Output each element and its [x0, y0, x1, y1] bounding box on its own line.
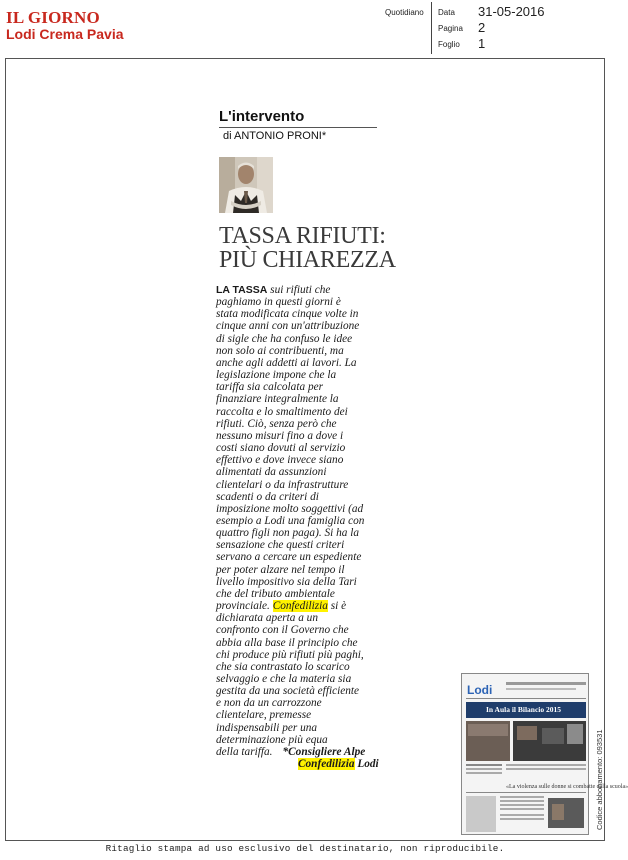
body-line: abbia alla base il principio che: [216, 636, 358, 649]
body-line: di sigle che ha confuso le idee: [216, 332, 353, 345]
body-line: scadenti o da criteri di: [216, 490, 319, 503]
body-line: cinque anni con un'attribuzione: [216, 320, 360, 333]
body-line: finanziare integralmente la: [216, 393, 339, 406]
body-line: servano a cercare un espediente: [216, 551, 362, 564]
thumbnail-layout-image: [462, 674, 590, 836]
body-line: dichiarata aperta a un: [216, 612, 318, 625]
body-line: selvaggio e che la materia sia: [216, 673, 352, 685]
kicker-rule: [219, 127, 377, 128]
thumbnail-subhead: «La violenza sulle donne si combatte dalla scuola»: [506, 784, 628, 790]
body-line: legislazione impone che la: [216, 369, 337, 382]
body-lead: LA TASSA: [216, 284, 268, 296]
signature-line-2: Lodi: [354, 758, 379, 771]
body-line: sui rifiuti che: [267, 284, 331, 296]
body-line: stata modificata cinque volte in: [216, 308, 359, 321]
body-line: della tariffa.: [216, 745, 273, 758]
body-line: effettivo e dove invece siano: [216, 454, 344, 467]
masthead-title: IL GIORNO: [6, 8, 100, 27]
article-byline: di ANTONIO PRONI*: [223, 130, 327, 142]
body-line: confronto con il Governo che: [216, 624, 349, 637]
subscription-code-text: Codice abbonamento: 093531: [595, 729, 604, 830]
body-line: chi produce più rifiuti più paghi,: [216, 648, 364, 661]
masthead-edition: Lodi Crema Pavia: [6, 26, 124, 42]
title-line-1: TASSA RIFIUTI:: [219, 223, 386, 249]
body-line: raccolta e lo smaltimento dei: [216, 405, 348, 418]
title-line-2: PIÙ CHIAREZZA: [219, 247, 396, 273]
body-line: che del tributo ambientale: [216, 587, 335, 600]
sheet-label: Foglio: [438, 40, 460, 49]
footer-notice: Ritaglio stampa ad uso esclusivo del destinatario, non riproducibile.: [105, 843, 505, 854]
body-line: che sia contrastato lo scarico: [216, 660, 350, 673]
body-line: paghiamo in questi giorni è: [216, 296, 341, 309]
author-photo: [219, 157, 273, 213]
body-line: esempio a Lodi una famiglia con: [216, 514, 365, 527]
article-title: [219, 224, 396, 272]
body-line: e non da un carrozzone: [216, 697, 322, 710]
body-line: costi siano dovuti al servizio: [216, 442, 346, 455]
body-line: gestita da una società efficiente: [216, 685, 360, 698]
body-line: determinazione più equa: [216, 733, 328, 746]
body-line: provinciale.: [216, 600, 273, 613]
page-value: 2: [478, 20, 486, 35]
body-line: anche agli addetti ai lavori. La: [216, 356, 357, 369]
body-line: livello impositivo sia della Tari: [216, 575, 357, 588]
publication-type: Quotidiano: [385, 8, 424, 17]
date-label: Data: [438, 8, 455, 17]
body-line: nessuno misuri fino a dove i: [216, 429, 344, 442]
body-line-tail: si è: [327, 600, 347, 613]
body-line: imposizione molto soggettivi (ad: [216, 502, 364, 515]
date-value: 31-05-2016: [478, 4, 545, 19]
thumbnail-section: Lodi: [467, 683, 493, 697]
article-body: [216, 284, 384, 770]
body-line: per poter alzare nel tempo il: [216, 563, 345, 576]
body-line: clientelari o da infrastrutture: [216, 478, 349, 491]
signature-line-1: *Consigliere Alpe: [282, 745, 366, 758]
article-kicker: L'intervento: [219, 108, 305, 125]
body-line: indispensabili per una: [216, 721, 318, 734]
meta-divider: [431, 2, 432, 54]
body-line: non solo ai contribuenti, ma: [216, 344, 344, 357]
body-line: rifiuti. Ciò, senza però che: [216, 417, 337, 430]
author-portrait-image: [219, 157, 273, 213]
body-line: tariffa sia calcolata per: [216, 381, 324, 394]
body-line: alimentati da assunzioni: [216, 466, 327, 479]
body-line: quattro figli non paga). Si ha la: [216, 527, 359, 540]
signature-highlight: Confedilizia: [298, 758, 355, 771]
body-line: sensazione che questi criteri: [216, 539, 345, 552]
thumbnail-headline: In Aula il Bilancio 2015: [486, 705, 562, 714]
body-line: clientelare, premesse: [216, 709, 312, 722]
subscription-code: [594, 710, 608, 830]
highlighted-name: Confedilizia: [272, 600, 328, 613]
sheet-value: 1: [478, 36, 486, 51]
page-label: Pagina: [438, 24, 463, 33]
